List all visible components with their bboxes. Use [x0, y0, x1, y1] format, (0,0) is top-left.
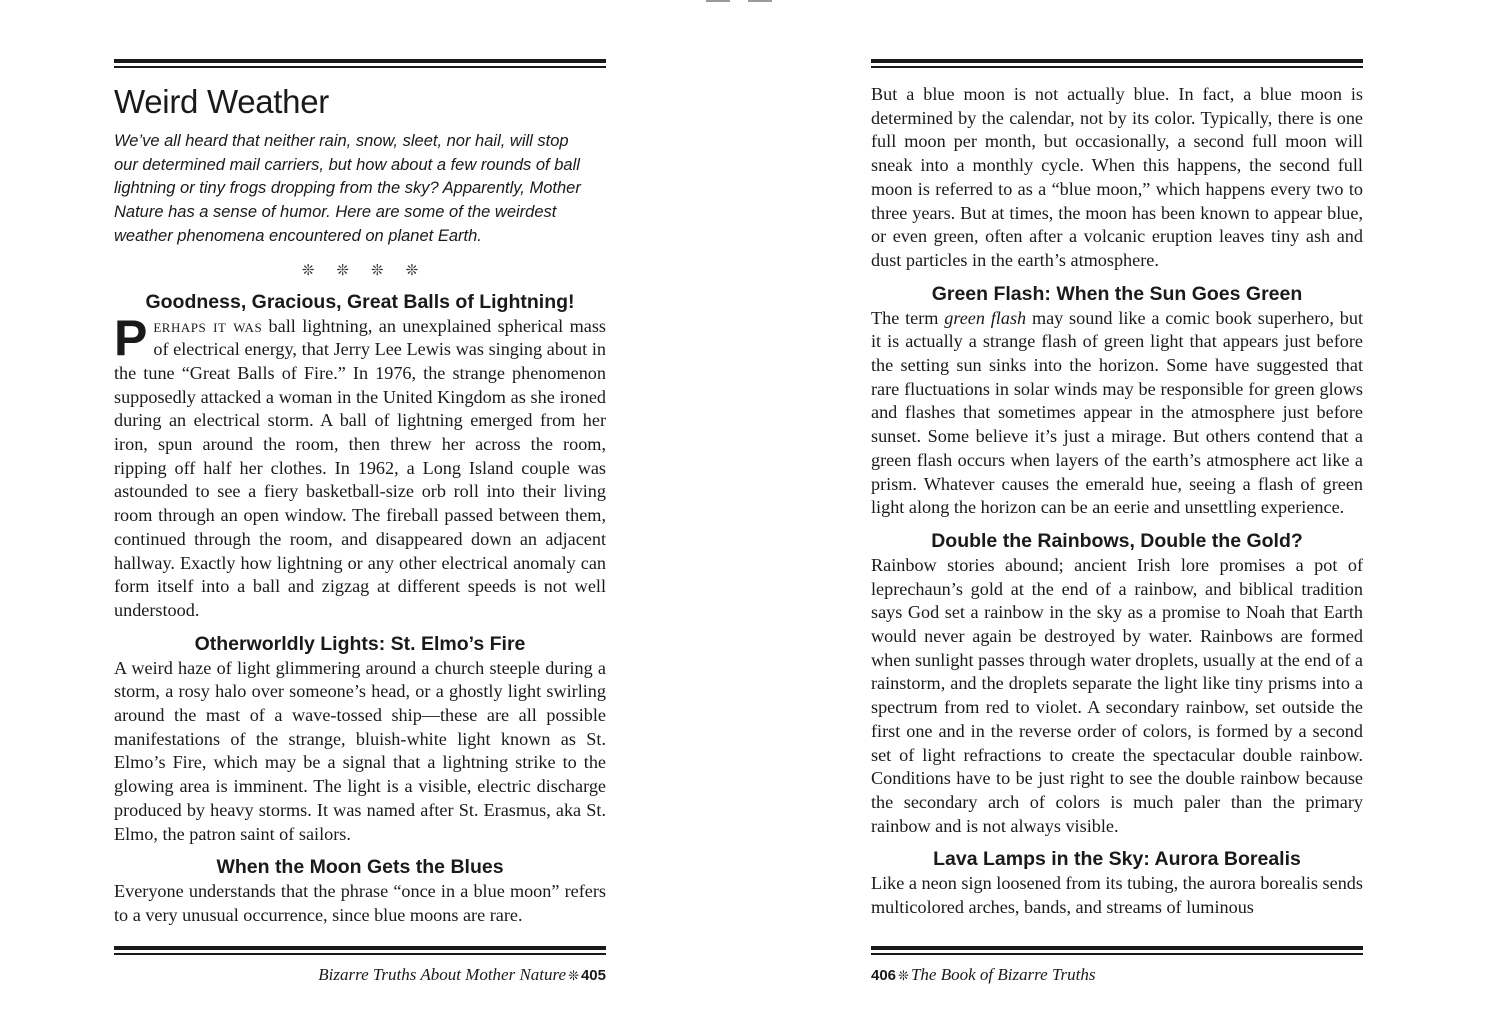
- footer-separator-icon: ❊: [898, 969, 909, 984]
- italic-term: green flash: [944, 307, 1027, 328]
- section-title-green-flash: Green Flash: When the Sun Goes Green: [931, 282, 1303, 305]
- lead-in-smallcaps: erhaps it was: [153, 315, 263, 336]
- drop-cap: P: [114, 309, 148, 366]
- section-body-text: The term: [871, 307, 945, 328]
- right-page: [871, 0, 1363, 1021]
- left-page-footer: [114, 962, 606, 990]
- top-double-rule: [114, 59, 606, 68]
- page-edge-mark-left: [706, 0, 730, 2]
- chapter-title: Weird Weather: [114, 83, 329, 120]
- section-body-st-elmos-fire: A weird haze of light glimmering around a church steeple during a storm, a rosy halo over someone’s head, or a ghostly light swirling around the mast of a wave-tossed ship—these are all possible manifestations of the strange, bluish-white light known as St. Elmo’s Fire, which may be a signal that a lightning strike to the glowing area is imminent. The light is a visible, electric discharge produced by heavy storms. It was named after St. Erasmus, aka St. Elmo, the patron saint of sailors.: [114, 657, 606, 844]
- section-title-aurora-borealis: Lava Lamps in the Sky: Aurora Borealis: [933, 848, 1301, 871]
- page-number: 406: [871, 967, 897, 984]
- bottom-double-rule: [871, 946, 1363, 955]
- left-page: [114, 0, 606, 1021]
- bottom-double-rule: [114, 946, 606, 955]
- section-body-double-rainbow: Rainbow stories abound; ancient Irish lore promises a pot of leprechaun’s gold at the end of a rainbow, and biblical tradition says God set a rainbow in the sky as a promise to Noah that Earth would never again be destroyed by water. Rainbows are formed when sunlight passes through water droplets, usually at the end of a rainstorm, and the droplets separate the light like tiny prisms into a spectrum from red to violet. A secondary rainbow, set outside the first one and in the reverse order of colors, is formed by a second set of light refractions to create the spectacular double rainbow. Conditions have to be just right to see the double rainbow because the secondary arch of colors is much paler than the primary rainbow and is not always visible.: [871, 554, 1363, 836]
- page-edge-mark-right: [748, 0, 772, 2]
- section-body-green-flash: [871, 307, 1363, 520]
- running-head: Bizarre Truths About Mother Nature: [318, 965, 567, 984]
- footer-separator-icon: ❊: [568, 969, 579, 984]
- continued-blue-moon-text: But a blue moon is not actually blue. In fact, a blue moon is determined by the calendar, not by its color. Typically, there is one full moon per month, but occasionally, a second full moon will sneak into a monthly cycle. When this happens, the second full moon is referred to as a “blue moon,” which happens every two to three years. But at times, the moon has been known to appear blue, or even green, often after a volcanic eruption leaves tiny ash and dust particles in the earth’s atmosphere.: [871, 84, 1363, 270]
- left-page-content: [114, 80, 606, 936]
- top-double-rule: [871, 59, 1363, 68]
- section-title-st-elmos-fire: Otherworldly Lights: St. Elmo’s Fire: [194, 632, 526, 655]
- section-title-double-rainbow: Double the Rainbows, Double the Gold?: [931, 529, 1303, 552]
- section-body-aurora-borealis: Like a neon sign loosened from its tubing, the aurora borealis sends multicolored arches, bands, and streams of luminous: [871, 873, 1363, 918]
- page-number: 405: [580, 967, 606, 984]
- chapter-intro: We’ve all heard that neither rain, snow, sleet, nor hail, will stop our determined mail carriers, but how about a few rounds of ball lightning or tiny frogs dropping from the sky? Apparently, Mother Nature has a sense of humor. Here are some of the weirdest weather phenomena encountered on planet Earth.: [114, 132, 581, 245]
- right-page-content: [871, 83, 1363, 928]
- running-head: The Book of Bizarre Truths: [910, 965, 1096, 984]
- section-body-ball-lightning: [114, 309, 606, 623]
- section-body-blue-moon: Everyone understands that the phrase “once in a blue moon” refers to a very unusual occurrence, since blue moons are rare.: [114, 881, 606, 925]
- right-page-footer: [871, 962, 1363, 990]
- section-title-ball-lightning: Goodness, Gracious, Great Balls of Lightning!: [145, 290, 575, 313]
- section-body-text: may sound like a comic book superhero, but it is actually a strange flash of green light that appears just before the setting sun sinks into the horizon. Some have suggested that rare fluctuations in solar winds may be responsible for green glows and flashes that sometimes appear in the atmosphere just before sunset. Some believe it’s just a mirage. But others contend that a green flash occurs when layers of the earth’s atmosphere act like a prism. Whatever causes the emerald hue, seeing a flash of green light along the horizon can be an eerie and unsettling experience.: [871, 307, 1363, 518]
- ornament-divider: ❊❊❊❊: [301, 260, 441, 279]
- section-title-blue-moon: When the Moon Gets the Blues: [216, 856, 504, 879]
- section-body-text: ball lightning, an unexplained spherical mass of electrical energy, that Jerry Lee Lewis was singing about in the tune “Great Balls of Fire.” In 1976, the strange phenomenon supposedly attacked a woman in the United Kingdom as she ironed during an electrical storm. A ball of lightning emerged from her iron, spun around the room, then threw her across the room, ripping off half her clothes. In 1962, a Long Island couple was astounded to see a fiery basketball-size orb roll into their living room through an open window. The fireball passed between them, continued through the room, and disappeared down an adjacent hallway. Exactly how lightning or any other electrical anomaly can form itself into a ball and zigzag at different speeds is not well understood.: [114, 315, 606, 620]
